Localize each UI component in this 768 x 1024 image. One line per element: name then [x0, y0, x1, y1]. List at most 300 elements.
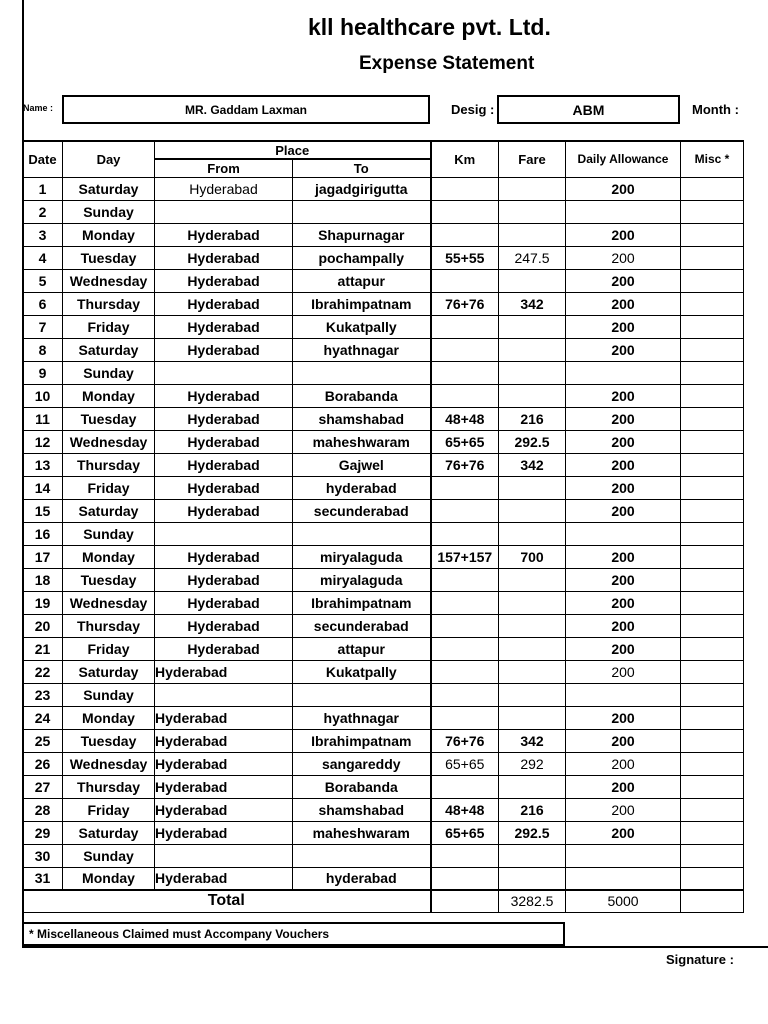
row-from: Hyderabad	[155, 246, 293, 269]
table-row	[23, 361, 744, 384]
row-from: Hyderabad	[155, 752, 293, 775]
row-fare	[499, 660, 566, 683]
row-daily-allowance: 200	[566, 775, 681, 798]
row-fare	[499, 683, 566, 706]
row-daily-allowance: 200	[566, 706, 681, 729]
total-daily-allowance: 5000	[566, 890, 681, 912]
row-to: attapur	[293, 269, 431, 292]
header-day: Day	[63, 141, 155, 177]
row-km	[431, 591, 499, 614]
row-fare: 342	[499, 729, 566, 752]
row-date: 27	[23, 775, 63, 798]
row-daily-allowance	[566, 867, 681, 890]
row-from	[155, 361, 293, 384]
row-day: Tuesday	[63, 729, 155, 752]
row-km: 157+157	[431, 545, 499, 568]
row-to: shamshabad	[293, 798, 431, 821]
row-misc	[681, 315, 744, 338]
row-misc	[681, 752, 744, 775]
row-daily-allowance: 200	[566, 660, 681, 683]
header-fare: Fare	[499, 141, 566, 177]
row-to: Kukatpally	[293, 315, 431, 338]
row-date: 24	[23, 706, 63, 729]
row-km	[431, 660, 499, 683]
table-row	[23, 867, 744, 890]
row-misc	[681, 292, 744, 315]
row-daily-allowance: 200	[566, 752, 681, 775]
total-label: Total	[23, 890, 431, 912]
row-date: 15	[23, 499, 63, 522]
table-row	[23, 269, 744, 292]
row-misc	[681, 683, 744, 706]
row-to: hyathnagar	[293, 706, 431, 729]
table-row	[23, 591, 744, 614]
row-km	[431, 775, 499, 798]
row-fare: 216	[499, 407, 566, 430]
row-fare	[499, 338, 566, 361]
row-fare	[499, 499, 566, 522]
table-row	[23, 384, 744, 407]
row-date: 2	[23, 200, 63, 223]
row-daily-allowance: 200	[566, 476, 681, 499]
row-km	[431, 315, 499, 338]
row-from: Hyderabad	[155, 775, 293, 798]
row-daily-allowance	[566, 361, 681, 384]
row-from: Hyderabad	[155, 729, 293, 752]
table-row	[23, 844, 744, 867]
row-from: Hyderabad	[155, 476, 293, 499]
row-km	[431, 867, 499, 890]
row-fare	[499, 315, 566, 338]
row-fare	[499, 476, 566, 499]
row-misc	[681, 545, 744, 568]
row-km	[431, 844, 499, 867]
row-misc	[681, 361, 744, 384]
row-date: 6	[23, 292, 63, 315]
row-day: Monday	[63, 545, 155, 568]
total-fare: 3282.5	[499, 890, 566, 912]
row-from	[155, 844, 293, 867]
row-misc	[681, 867, 744, 890]
total-km	[431, 890, 499, 912]
row-misc	[681, 384, 744, 407]
row-daily-allowance: 200	[566, 798, 681, 821]
row-from	[155, 683, 293, 706]
row-misc	[681, 476, 744, 499]
row-misc	[681, 568, 744, 591]
row-km: 65+65	[431, 430, 499, 453]
row-date: 28	[23, 798, 63, 821]
row-date: 26	[23, 752, 63, 775]
table-row	[23, 683, 744, 706]
row-to	[293, 200, 431, 223]
row-misc	[681, 637, 744, 660]
row-daily-allowance: 200	[566, 338, 681, 361]
row-km: 55+55	[431, 246, 499, 269]
row-day: Monday	[63, 384, 155, 407]
row-daily-allowance: 200	[566, 591, 681, 614]
row-km	[431, 269, 499, 292]
row-to: Kukatpally	[293, 660, 431, 683]
name-label: Name :	[23, 103, 54, 113]
row-from: Hyderabad	[155, 798, 293, 821]
row-km	[431, 476, 499, 499]
row-daily-allowance: 200	[566, 453, 681, 476]
row-fare	[499, 269, 566, 292]
row-day: Wednesday	[63, 269, 155, 292]
row-date: 12	[23, 430, 63, 453]
row-daily-allowance: 200	[566, 223, 681, 246]
row-daily-allowance: 200	[566, 407, 681, 430]
row-km: 76+76	[431, 729, 499, 752]
row-misc	[681, 269, 744, 292]
row-day: Sunday	[63, 683, 155, 706]
row-km	[431, 637, 499, 660]
desig-label: Desig :	[451, 102, 495, 117]
row-to: jagadgirigutta	[293, 177, 431, 200]
row-fare: 247.5	[499, 246, 566, 269]
row-date: 31	[23, 867, 63, 890]
row-km	[431, 706, 499, 729]
row-misc	[681, 706, 744, 729]
row-day: Monday	[63, 706, 155, 729]
row-to: Shapurnagar	[293, 223, 431, 246]
row-daily-allowance: 200	[566, 430, 681, 453]
row-misc	[681, 177, 744, 200]
row-fare	[499, 361, 566, 384]
row-to: Borabanda	[293, 775, 431, 798]
row-fare	[499, 706, 566, 729]
row-daily-allowance: 200	[566, 545, 681, 568]
row-daily-allowance: 200	[566, 177, 681, 200]
row-daily-allowance: 200	[566, 292, 681, 315]
table-row	[23, 430, 744, 453]
row-misc	[681, 844, 744, 867]
row-from: Hyderabad	[155, 568, 293, 591]
table-row	[23, 476, 744, 499]
row-fare: 216	[499, 798, 566, 821]
row-date: 16	[23, 522, 63, 545]
row-day: Thursday	[63, 292, 155, 315]
row-misc	[681, 660, 744, 683]
row-day: Tuesday	[63, 568, 155, 591]
row-misc	[681, 591, 744, 614]
row-from: Hyderabad	[155, 637, 293, 660]
row-fare	[499, 568, 566, 591]
row-misc	[681, 775, 744, 798]
row-misc	[681, 453, 744, 476]
row-date: 17	[23, 545, 63, 568]
row-date: 29	[23, 821, 63, 844]
row-day: Wednesday	[63, 591, 155, 614]
row-km: 48+48	[431, 798, 499, 821]
row-from: Hyderabad	[155, 315, 293, 338]
row-to: Ibrahimpatnam	[293, 292, 431, 315]
month-label: Month :	[692, 102, 739, 117]
row-fare	[499, 867, 566, 890]
row-to: maheshwaram	[293, 430, 431, 453]
row-fare	[499, 177, 566, 200]
company-name: kll healthcare pvt. Ltd.	[308, 14, 551, 40]
row-from: Hyderabad	[155, 545, 293, 568]
signature-label: Signature :	[666, 952, 734, 967]
row-to	[293, 361, 431, 384]
row-km	[431, 361, 499, 384]
row-to: hyderabad	[293, 476, 431, 499]
row-misc	[681, 200, 744, 223]
row-from: Hyderabad	[155, 430, 293, 453]
row-to: secunderabad	[293, 614, 431, 637]
row-date: 18	[23, 568, 63, 591]
table-row	[23, 223, 744, 246]
row-from: Hyderabad	[155, 292, 293, 315]
table-row	[23, 706, 744, 729]
row-daily-allowance: 200	[566, 637, 681, 660]
row-km	[431, 223, 499, 246]
row-to: Borabanda	[293, 384, 431, 407]
header-misc: Misc *	[681, 141, 744, 177]
header-date: Date	[23, 141, 63, 177]
row-from: Hyderabad	[155, 338, 293, 361]
row-daily-allowance: 200	[566, 614, 681, 637]
row-fare	[499, 384, 566, 407]
footnote: * Miscellaneous Claimed must Accompany Vouchers	[22, 922, 565, 946]
row-day: Saturday	[63, 660, 155, 683]
row-misc	[681, 407, 744, 430]
row-day: Wednesday	[63, 430, 155, 453]
row-from: Hyderabad	[155, 453, 293, 476]
header-km: Km	[431, 141, 499, 177]
row-from: Hyderabad	[155, 614, 293, 637]
row-day: Saturday	[63, 177, 155, 200]
row-km: 76+76	[431, 292, 499, 315]
row-from: Hyderabad	[155, 867, 293, 890]
row-to: attapur	[293, 637, 431, 660]
row-daily-allowance	[566, 522, 681, 545]
row-km	[431, 177, 499, 200]
row-misc	[681, 338, 744, 361]
row-misc	[681, 821, 744, 844]
row-km: 48+48	[431, 407, 499, 430]
row-day: Tuesday	[63, 407, 155, 430]
table-row	[23, 315, 744, 338]
row-date: 25	[23, 729, 63, 752]
row-km: 65+65	[431, 752, 499, 775]
table-row	[23, 338, 744, 361]
row-day: Friday	[63, 637, 155, 660]
row-daily-allowance: 200	[566, 499, 681, 522]
row-date: 14	[23, 476, 63, 499]
table-row	[23, 729, 744, 752]
table-row	[23, 775, 744, 798]
table-row	[23, 821, 744, 844]
header-to: To	[293, 159, 431, 177]
row-from: Hyderabad	[155, 660, 293, 683]
row-fare: 292.5	[499, 430, 566, 453]
row-km	[431, 200, 499, 223]
row-daily-allowance	[566, 844, 681, 867]
table-row	[23, 798, 744, 821]
row-km	[431, 499, 499, 522]
row-from: Hyderabad	[155, 407, 293, 430]
row-daily-allowance: 200	[566, 384, 681, 407]
row-date: 13	[23, 453, 63, 476]
row-day: Saturday	[63, 338, 155, 361]
row-fare: 700	[499, 545, 566, 568]
row-km: 65+65	[431, 821, 499, 844]
row-to: Ibrahimpatnam	[293, 729, 431, 752]
row-km	[431, 614, 499, 637]
table-row	[23, 752, 744, 775]
row-date: 7	[23, 315, 63, 338]
row-to: miryalaguda	[293, 545, 431, 568]
table-row	[23, 292, 744, 315]
row-fare	[499, 844, 566, 867]
row-date: 22	[23, 660, 63, 683]
row-day: Wednesday	[63, 752, 155, 775]
row-to: Gajwel	[293, 453, 431, 476]
row-day: Sunday	[63, 522, 155, 545]
row-fare: 342	[499, 453, 566, 476]
row-day: Saturday	[63, 499, 155, 522]
row-fare	[499, 637, 566, 660]
row-date: 5	[23, 269, 63, 292]
row-from: Hyderabad	[155, 591, 293, 614]
row-misc	[681, 246, 744, 269]
row-to	[293, 522, 431, 545]
row-from: Hyderabad	[155, 269, 293, 292]
table-row	[23, 614, 744, 637]
row-day: Thursday	[63, 614, 155, 637]
row-date: 9	[23, 361, 63, 384]
row-day: Sunday	[63, 361, 155, 384]
header-daily-allowance: Daily Allowance	[566, 141, 681, 177]
row-day: Friday	[63, 315, 155, 338]
row-day: Sunday	[63, 844, 155, 867]
row-misc	[681, 430, 744, 453]
row-daily-allowance	[566, 200, 681, 223]
row-daily-allowance: 200	[566, 729, 681, 752]
desig-field: ABM	[497, 95, 680, 124]
row-date: 10	[23, 384, 63, 407]
row-from: Hyderabad	[155, 821, 293, 844]
row-daily-allowance: 200	[566, 246, 681, 269]
table-row	[23, 522, 744, 545]
header-from: From	[155, 159, 293, 177]
row-day: Friday	[63, 476, 155, 499]
row-day: Sunday	[63, 200, 155, 223]
row-km	[431, 338, 499, 361]
row-to: secunderabad	[293, 499, 431, 522]
row-misc	[681, 522, 744, 545]
row-date: 30	[23, 844, 63, 867]
row-from: Hyderabad	[155, 384, 293, 407]
row-km	[431, 683, 499, 706]
row-daily-allowance	[566, 683, 681, 706]
table-row	[23, 407, 744, 430]
row-fare	[499, 591, 566, 614]
row-date: 19	[23, 591, 63, 614]
row-daily-allowance: 200	[566, 269, 681, 292]
row-km: 76+76	[431, 453, 499, 476]
row-km	[431, 384, 499, 407]
row-day: Tuesday	[63, 246, 155, 269]
row-to: Ibrahimpatnam	[293, 591, 431, 614]
row-date: 20	[23, 614, 63, 637]
row-day: Friday	[63, 798, 155, 821]
row-misc	[681, 798, 744, 821]
row-from	[155, 200, 293, 223]
row-date: 11	[23, 407, 63, 430]
row-to: miryalaguda	[293, 568, 431, 591]
row-date: 3	[23, 223, 63, 246]
expense-table	[22, 140, 744, 913]
row-daily-allowance: 200	[566, 821, 681, 844]
row-day: Thursday	[63, 453, 155, 476]
row-to: shamshabad	[293, 407, 431, 430]
row-from: Hyderabad	[155, 223, 293, 246]
table-row	[23, 177, 744, 200]
row-misc	[681, 499, 744, 522]
table-row	[23, 453, 744, 476]
document-title: Expense Statement	[359, 53, 535, 74]
row-daily-allowance: 200	[566, 568, 681, 591]
table-row	[23, 568, 744, 591]
row-fare	[499, 775, 566, 798]
table-row	[23, 499, 744, 522]
name-field: MR. Gaddam Laxman	[62, 95, 430, 124]
row-to: sangareddy	[293, 752, 431, 775]
row-to	[293, 683, 431, 706]
row-from	[155, 522, 293, 545]
row-date: 23	[23, 683, 63, 706]
table-row	[23, 246, 744, 269]
row-fare	[499, 200, 566, 223]
row-day: Thursday	[63, 775, 155, 798]
row-km	[431, 522, 499, 545]
row-date: 4	[23, 246, 63, 269]
row-date: 21	[23, 637, 63, 660]
row-fare: 342	[499, 292, 566, 315]
row-misc	[681, 223, 744, 246]
row-fare: 292.5	[499, 821, 566, 844]
row-day: Monday	[63, 867, 155, 890]
total-misc	[681, 890, 744, 912]
row-day: Saturday	[63, 821, 155, 844]
row-misc	[681, 729, 744, 752]
row-from: Hyderabad	[155, 177, 293, 200]
row-fare	[499, 223, 566, 246]
row-misc	[681, 614, 744, 637]
table-row	[23, 637, 744, 660]
row-fare	[499, 522, 566, 545]
header-place: Place	[155, 141, 431, 159]
row-date: 8	[23, 338, 63, 361]
row-to	[293, 844, 431, 867]
row-fare	[499, 614, 566, 637]
row-day: Monday	[63, 223, 155, 246]
row-from: Hyderabad	[155, 706, 293, 729]
row-fare: 292	[499, 752, 566, 775]
row-from: Hyderabad	[155, 499, 293, 522]
row-to: maheshwaram	[293, 821, 431, 844]
row-km	[431, 568, 499, 591]
table-row	[23, 200, 744, 223]
row-to: hyathnagar	[293, 338, 431, 361]
row-date: 1	[23, 177, 63, 200]
table-row	[23, 660, 744, 683]
row-to: pochampally	[293, 246, 431, 269]
